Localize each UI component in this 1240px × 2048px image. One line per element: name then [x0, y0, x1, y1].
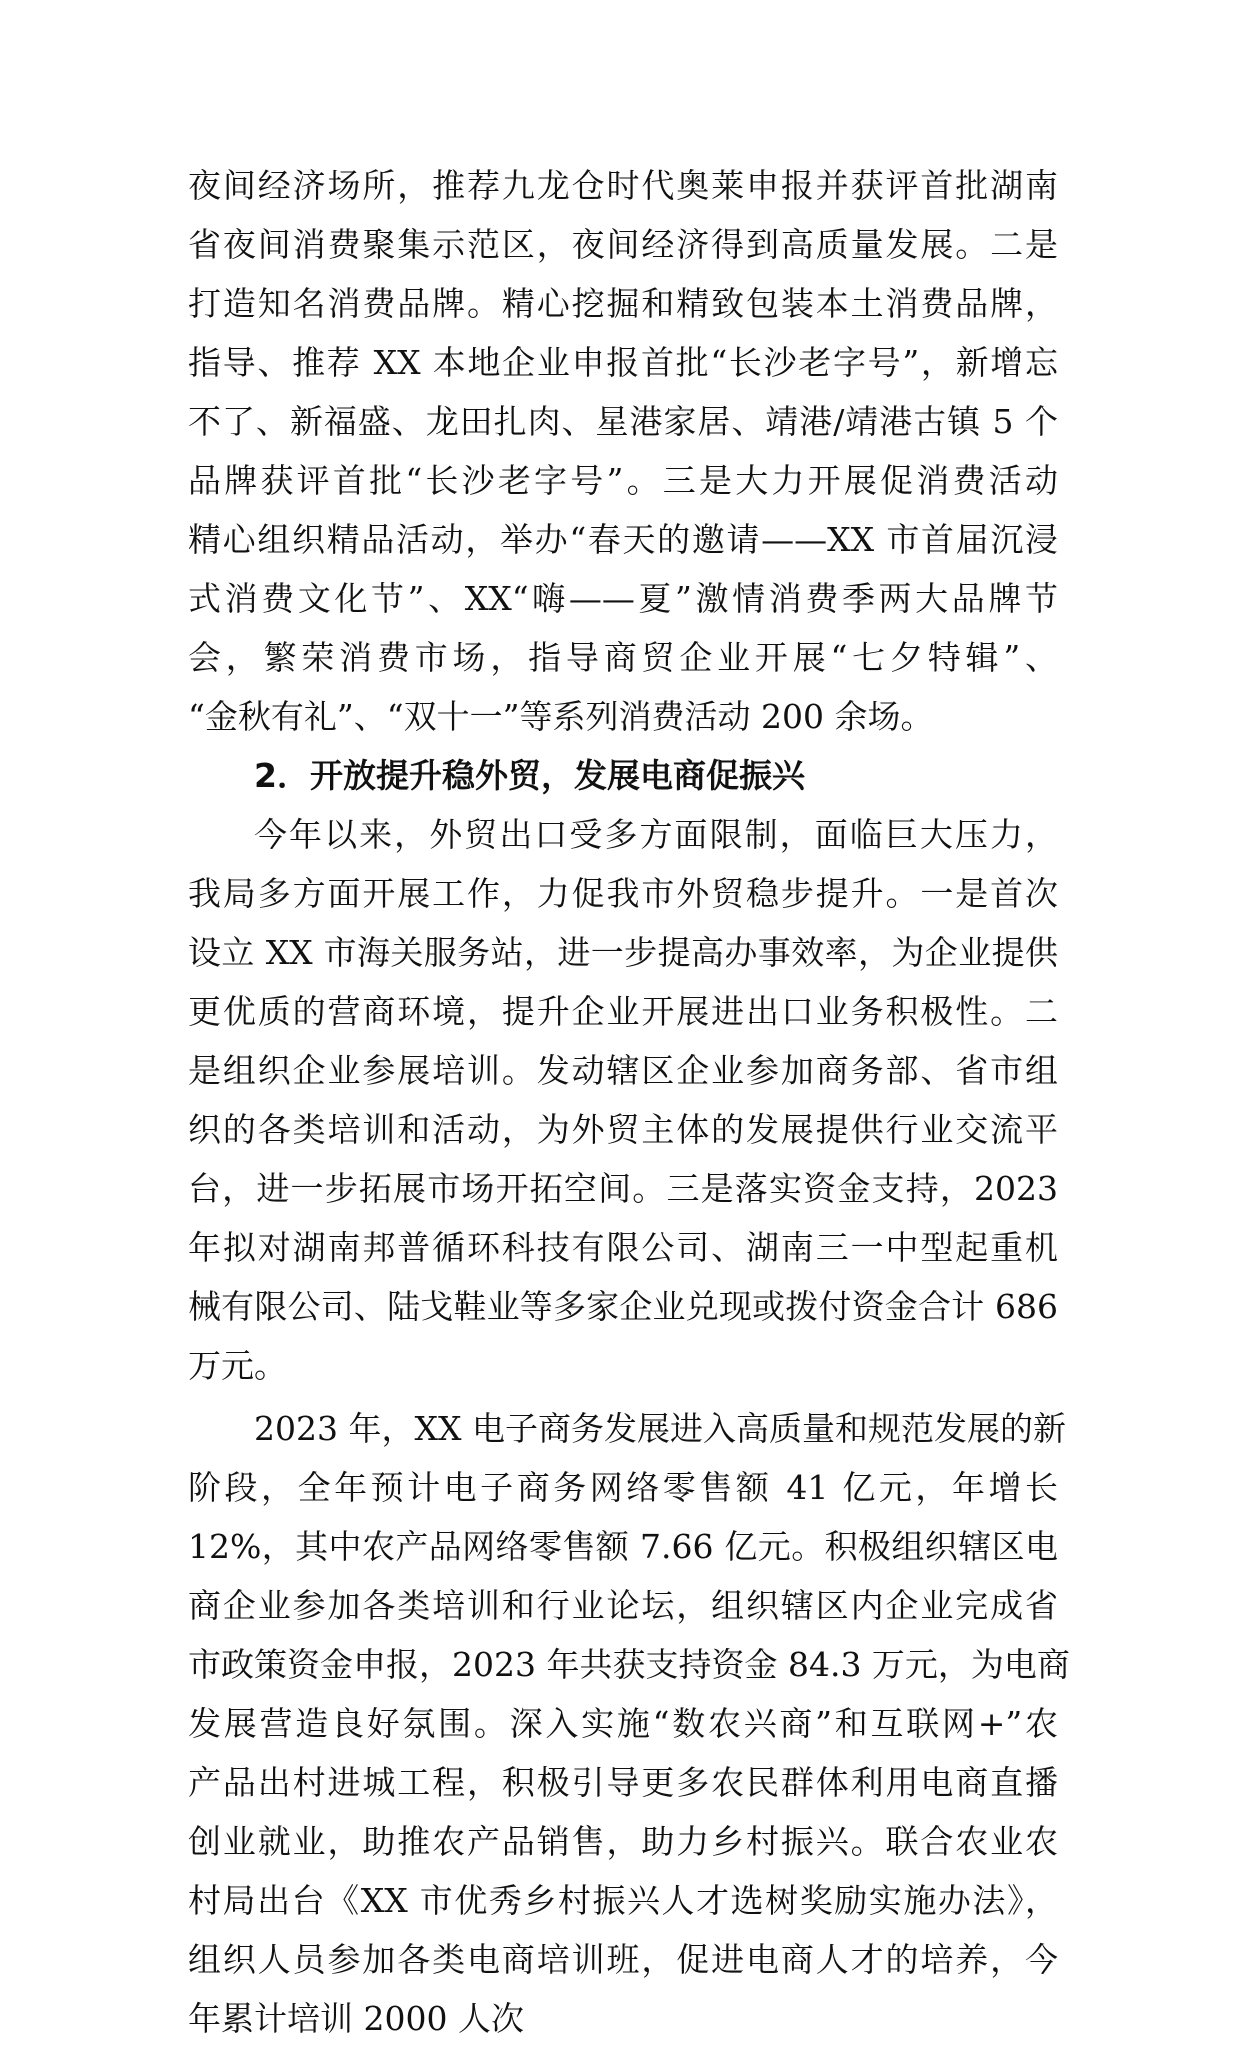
text-line: 12%，其中农产品网络零售额 7.66 亿元。积极组织辖区电: [188, 1527, 1058, 1566]
text-line: 市政策资金申报，2023 年共获支持资金 84.3 万元，为电商: [188, 1645, 1070, 1684]
text-line: 年拟对湖南邦普循环科技有限公司、湖南三一中型起重机: [188, 1228, 1058, 1267]
text-line: 设立 XX 市海关服务站，进一步提高办事效率，为企业提供: [188, 933, 1058, 972]
document-body: [188, 156, 1070, 2048]
text-line: 更优质的营商环境，提升企业开展进出口业务积极性。二: [188, 992, 1058, 1031]
text-line: 组织人员参加各类电商培训班，促进电商人才的培养，今: [188, 1940, 1058, 1979]
text-line: 2023 年，XX 电子商务发展进入高质量和规范发展的新: [254, 1409, 1066, 1448]
text-line: 式消费文化节”、XX“嗨——夏”激情消费季两大品牌节: [188, 579, 1058, 618]
section-heading: 2．开放提升稳外贸，发展电商促振兴: [254, 756, 805, 795]
text-line: 商企业参加各类培训和行业论坛，组织辖区内企业完成省: [188, 1586, 1058, 1625]
text-line: 发展营造良好氛围。深入实施“数农兴商”和互联网+”农: [188, 1704, 1058, 1743]
text-line: 打造知名消费品牌。精心挖掘和精致包装本土消费品牌，: [188, 284, 1058, 323]
paragraph-consumption: [188, 156, 1058, 746]
text-line: 是组织企业参展培训。发动辖区企业参加商务部、省市组: [188, 1051, 1058, 1090]
text-line: 夜间经济场所，推荐九龙仓时代奥莱申报并获评首批湖南: [188, 166, 1058, 205]
text-line: 织的各类培训和活动，为外贸主体的发展提供行业交流平: [188, 1110, 1058, 1149]
text-line: 年累计培训 2000 人次: [188, 1999, 524, 2038]
text-line: 会，繁荣消费市场，指导商贸企业开展“七夕特辑”、: [188, 638, 1058, 677]
text-line: 省夜间消费聚集示范区，夜间经济得到高质量发展。二是: [188, 225, 1058, 264]
text-line: 今年以来，外贸出口受多方面限制，面临巨大压力，: [254, 815, 1058, 854]
text-line: 不了、新福盛、龙田扎肉、星港家居、靖港/靖港古镇 5 个: [188, 402, 1058, 441]
text-line: 台，进一步拓展市场开拓空间。三是落实资金支持，2023: [188, 1169, 1058, 1208]
text-line: 精心组织精品活动，举办“春天的邀请——XX 市首届沉浸: [188, 520, 1058, 559]
text-line: 械有限公司、陆戈鞋业等多家企业兑现或拨付资金合计 686: [188, 1287, 1058, 1326]
text-line: 指导、推荐 XX 本地企业申报首批“长沙老字号”，新增忘: [188, 343, 1058, 382]
text-line: 品牌获评首批“长沙老字号”。三是大力开展促消费活动: [188, 461, 1058, 500]
text-line: 我局多方面开展工作，力促我市外贸稳步提升。一是首次: [188, 874, 1058, 913]
paragraph-ecommerce: [188, 1399, 1070, 2048]
text-line: “金秋有礼”、“双十一”等系列消费活动 200 余场。: [188, 697, 934, 736]
text-line: 阶段，全年预计电子商务网络零售额 41 亿元，年增长: [188, 1468, 1058, 1507]
text-line: 万元。: [188, 1346, 287, 1385]
paragraph-foreign-trade: [188, 805, 1058, 1395]
text-line: 村局出台《XX 市优秀乡村振兴人才选树奖励实施办法》，: [188, 1881, 1058, 1920]
text-line: 创业就业，助推农产品销售，助力乡村振兴。联合农业农: [188, 1822, 1058, 1861]
text-line: 产品出村进城工程，积极引导更多农民群体利用电商直播: [188, 1763, 1058, 1802]
